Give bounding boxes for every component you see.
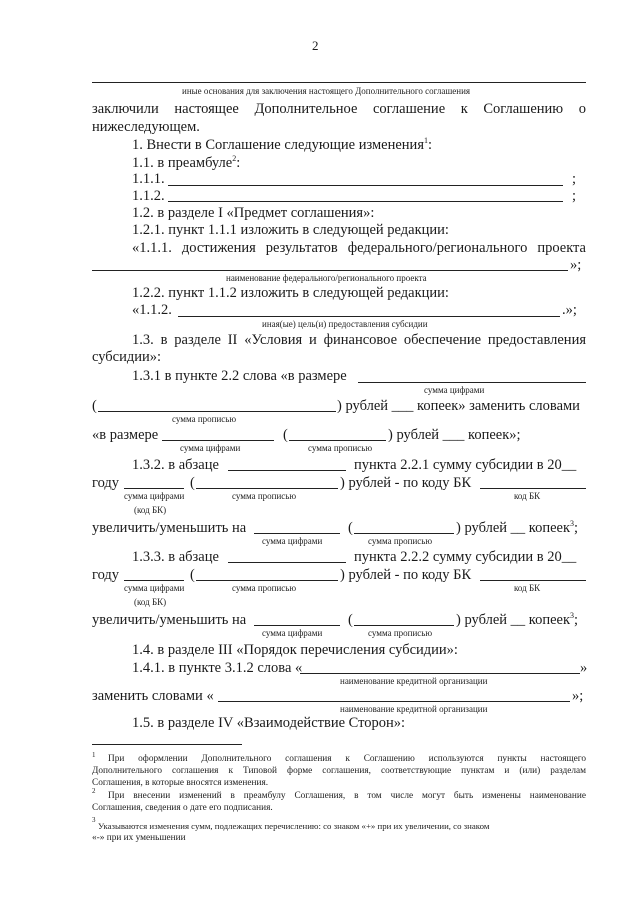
footnote-3-line-2: «-» при их уменьшении (92, 833, 186, 843)
field-paragraph-2[interactable] (228, 562, 346, 563)
footnote-1-mark: 1 (92, 751, 96, 759)
item-1-1-2-end: .»; (562, 302, 577, 318)
caption-sum-words-4: сумма прописью (232, 583, 297, 593)
paren-open-2: ( (283, 427, 288, 443)
footnote-1-line-1: При оформлении Дополнительного соглашения к Соглашению используются пункты настоящего (108, 754, 586, 764)
field-sum-digits-4[interactable] (124, 580, 184, 581)
semicolon-1: ; (572, 171, 577, 187)
intro-line-2: нижеследующем. (92, 119, 200, 135)
field-sum-digits-1[interactable] (358, 382, 586, 383)
page-number: 2 (312, 38, 319, 53)
item-1-2-1: 1.2.1. пункт 1.1.1 изложить в следующей редакции: (132, 222, 449, 238)
item-1-2-2: 1.2.2. пункт 1.1.2 изложить в следующей редакции: (132, 285, 449, 301)
footnote-3-mark: 3 (92, 816, 96, 824)
year-1: году (92, 475, 120, 491)
field-change-digits-2[interactable] (254, 625, 340, 626)
item-1-2: 1.2. в разделе I «Предмет соглашения»: (132, 205, 375, 221)
item-1-3-line-1: 1.3. в разделе II «Условия и финансовое обеспечение предоставления (132, 332, 586, 348)
field-sum-digits-2[interactable] (162, 440, 274, 441)
item-1-3-2-b: пункта 2.2.1 сумму субсидии в 20__ (354, 457, 577, 473)
item-1-1-1-end: »; (570, 257, 582, 273)
caption-change-words-1: сумма прописью (368, 536, 433, 546)
item-1-1-2: 1.1.2. (132, 188, 165, 204)
paren-open-5: ( (190, 567, 195, 583)
item-1-3-line-2: субсидии»: (92, 349, 162, 365)
item-1-3-3-b: пункта 2.2.2 сумму субсидии в 20__ (354, 549, 577, 565)
caption-sum-words-2: сумма прописью (308, 443, 373, 453)
field-sum-words-3[interactable] (196, 488, 338, 489)
caption-sum-words-1: сумма прописью (172, 414, 237, 424)
rub-kbk-1: ) рублей - по коду БК (340, 475, 472, 491)
caption-bank-new: наименование кредитной организации (340, 704, 488, 714)
item-1-4-1: 1.4.1. в пункте 3.1.2 слова « (132, 660, 303, 676)
item-1-1: 1.1. в преамбуле$^2$: (132, 154, 241, 171)
field-goal[interactable] (178, 316, 560, 317)
caption-sum-digits-1: сумма цифрами (424, 385, 485, 395)
item-1-3-1: 1.3.1 в пункте 2.2 слова «в размере (132, 368, 347, 384)
paren-open-3: ( (190, 475, 195, 491)
item-1-1-2-text: «1.1.2. (132, 302, 172, 318)
caption-sum-digits-3: сумма цифрами (124, 491, 185, 501)
paren-open-4: ( (348, 520, 353, 536)
field-change-digits-1[interactable] (254, 533, 340, 534)
caption-bank-old: наименование кредитной организации (340, 676, 488, 686)
change-2: увеличить/уменьшить на (92, 612, 247, 628)
rub-kop-end: ) рублей ___ копеек»; (388, 427, 521, 443)
field-change-words-2[interactable] (354, 625, 454, 626)
caption-kbk-2: код БК (514, 583, 541, 593)
field-project-name[interactable] (92, 270, 568, 271)
header-caption: иные основания для заключения настоящего Дополнительного соглашения (182, 86, 471, 96)
rub-kbk-2: ) рублей - по коду БК (340, 567, 472, 583)
caption-project: наименование федерального/регионального проекта (226, 273, 427, 283)
intro-line-1: заключили настоящее Дополнительное соглашение к Соглашению о (92, 101, 586, 117)
quote-close-1: » (580, 660, 588, 676)
footnote-1-line-2: Дополнительного соглашения к Типовой форме соглашения, соответствующие пунктам и (или) разделам (92, 766, 586, 776)
footnote-2-mark: 2 (92, 787, 96, 795)
item-1-5: 1.5. в разделе IV «Взаимодействие Сторон»: (132, 715, 406, 731)
caption-change-digits-1: сумма цифрами (262, 536, 323, 546)
field-sum-digits-3[interactable] (124, 488, 184, 489)
caption-sum-digits-2: сумма цифрами (180, 443, 241, 453)
footnote-1-line-3: Соглашения, в которые вносятся изменения. (92, 778, 269, 788)
header-blank-line (92, 82, 586, 83)
item-1-1-1-text: «1.1.1. достижения результатов федерального/регионального проекта (132, 240, 586, 256)
item-1-4-1-end: »; (572, 688, 584, 704)
paren-open-6: ( (348, 612, 353, 628)
field-change-words-1[interactable] (354, 533, 454, 534)
item-1-3-2-a: 1.3.2. в абзаце (132, 457, 219, 473)
change-1: увеличить/уменьшить на (92, 520, 247, 536)
field-1-1-1[interactable] (168, 185, 563, 186)
rub-kop-replace: ) рублей ___ копеек» заменить словами (337, 398, 580, 414)
field-kbk-2[interactable] (480, 580, 586, 581)
replace-with: заменить словами « (92, 688, 214, 704)
footnote-3-line-1: Указываются изменения сумм, подлежащих перечислению: со знаком «+» при их увеличении, со знаком (98, 821, 490, 831)
field-1-1-2[interactable] (168, 201, 563, 202)
semicolon-2: ; (572, 188, 577, 204)
field-sum-words-2[interactable] (289, 440, 386, 441)
rub-kop-fn-1: ) рублей __ копеек$^3$; (456, 519, 579, 536)
field-bank-new[interactable] (218, 701, 570, 702)
paren-open-1: ( (92, 398, 97, 414)
field-bank-old[interactable] (300, 673, 580, 674)
field-paragraph-1[interactable] (228, 470, 346, 471)
caption-change-digits-2: сумма цифрами (262, 628, 323, 638)
field-sum-words-4[interactable] (196, 580, 338, 581)
year-2: году (92, 567, 120, 583)
caption-goal: иная(ые) цель(и) предоставления субсидии (262, 319, 428, 329)
footnote-2-line-1: При внесении изменений в преамбулу Соглашения, в том числе могут быть изменены наименование (108, 791, 586, 801)
item-1: 1. Внести в Соглашение следующие изменения$^1$: (132, 136, 433, 153)
caption-kbk-1: код БК (514, 491, 541, 501)
rub-kop-fn-2: ) рублей __ копеек$^3$; (456, 611, 579, 628)
footnote-2-line-2: Соглашения, сведения о дате его подписания. (92, 803, 273, 813)
item-1-1-1: 1.1.1. (132, 171, 165, 187)
item-1-4: 1.4. в разделе III «Порядок перечисления субсидии»: (132, 642, 458, 658)
caption-change-words-2: сумма прописью (368, 628, 433, 638)
in-amount: «в размере (92, 427, 159, 443)
footnote-separator (92, 744, 242, 745)
item-1-3-3-a: 1.3.3. в абзаце (132, 549, 219, 565)
field-sum-words-1[interactable] (98, 411, 336, 412)
caption-kbk-paren-2: (код БК) (134, 597, 167, 607)
caption-kbk-paren-1: (код БК) (134, 505, 167, 515)
field-kbk-1[interactable] (480, 488, 586, 489)
caption-sum-digits-4: сумма цифрами (124, 583, 185, 593)
caption-sum-words-3: сумма прописью (232, 491, 297, 501)
